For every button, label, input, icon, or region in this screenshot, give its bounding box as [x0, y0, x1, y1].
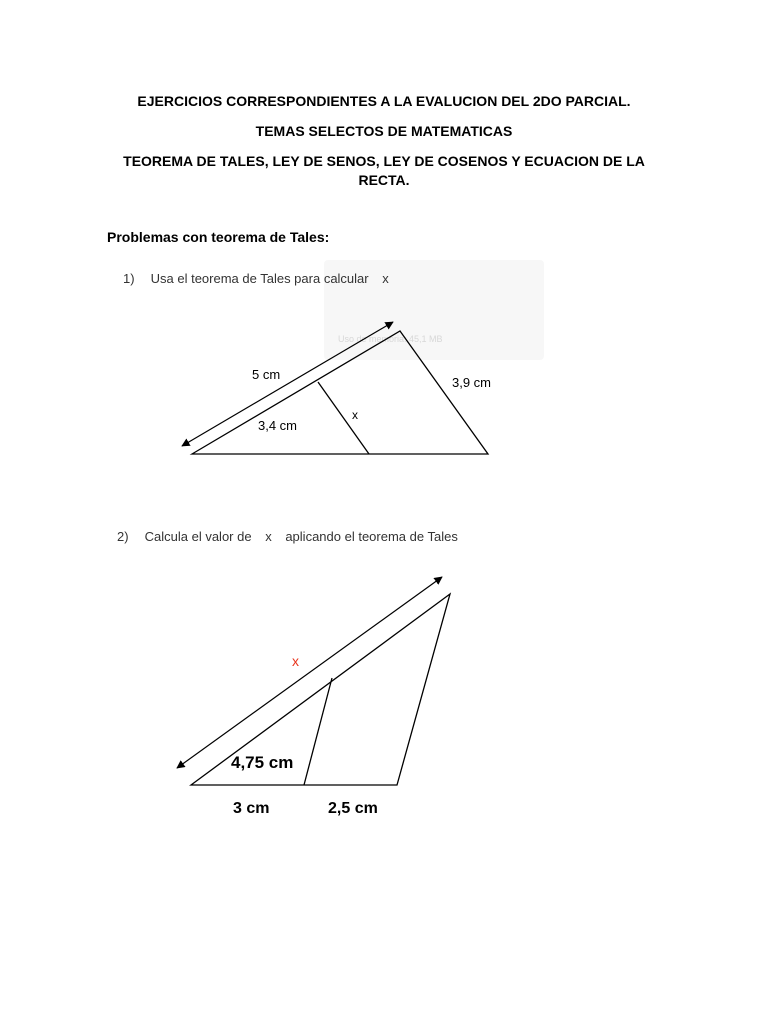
problem-1-text: Usa el teorema de Tales para calcular	[150, 271, 369, 286]
figure-2-label-segment: 4,75 cm	[231, 753, 294, 772]
figure-2-parallel-segment	[304, 678, 332, 785]
figure-1-triangle	[182, 322, 491, 454]
problem-1-number: 1)	[123, 271, 135, 286]
figure-1-parallel-segment	[318, 382, 369, 454]
problem-2-number: 2)	[117, 529, 129, 544]
figure-2-triangle	[177, 577, 450, 817]
problem-1-variable: x	[382, 271, 389, 286]
figure-1-outer-triangle	[192, 331, 488, 454]
figure-2-dimension-arrow	[177, 577, 442, 768]
figure-2-label-unknown: x	[292, 653, 299, 669]
figure-1-label-unknown: x	[352, 408, 358, 422]
document-heading-2: TEMAS SELECTOS DE MATEMATICAS	[255, 123, 513, 139]
figure-2-label-base-right: 2,5 cm	[328, 800, 378, 817]
figure-2-label-base-left: 3 cm	[233, 800, 270, 817]
document-heading-1: EJERCICIOS CORRESPONDIENTES A LA EVALUCION DEL 2DO PARCIAL.	[137, 93, 631, 109]
problem-2-variable: x	[265, 529, 272, 544]
figure-1-label-long-side: 5 cm	[252, 367, 281, 382]
section-title: Problemas con teorema de Tales:	[107, 229, 330, 245]
document-heading-3: TEOREMA DE TALES, LEY DE SENOS, LEY DE COSENOS Y ECUACION DE LA RECTA.	[123, 153, 645, 188]
figure-2-outer-triangle	[191, 594, 450, 785]
figure-1-label-short-side: 3,4 cm	[258, 418, 298, 433]
problem-2-text-after: aplicando el teorema de Tales	[285, 529, 458, 544]
problem-2-text: Calcula el valor de	[144, 529, 252, 544]
memory-usage-text: Uso de memoria: 45,1 MB	[338, 334, 443, 344]
figure-1-label-right-side: 3,9 cm	[452, 375, 492, 390]
